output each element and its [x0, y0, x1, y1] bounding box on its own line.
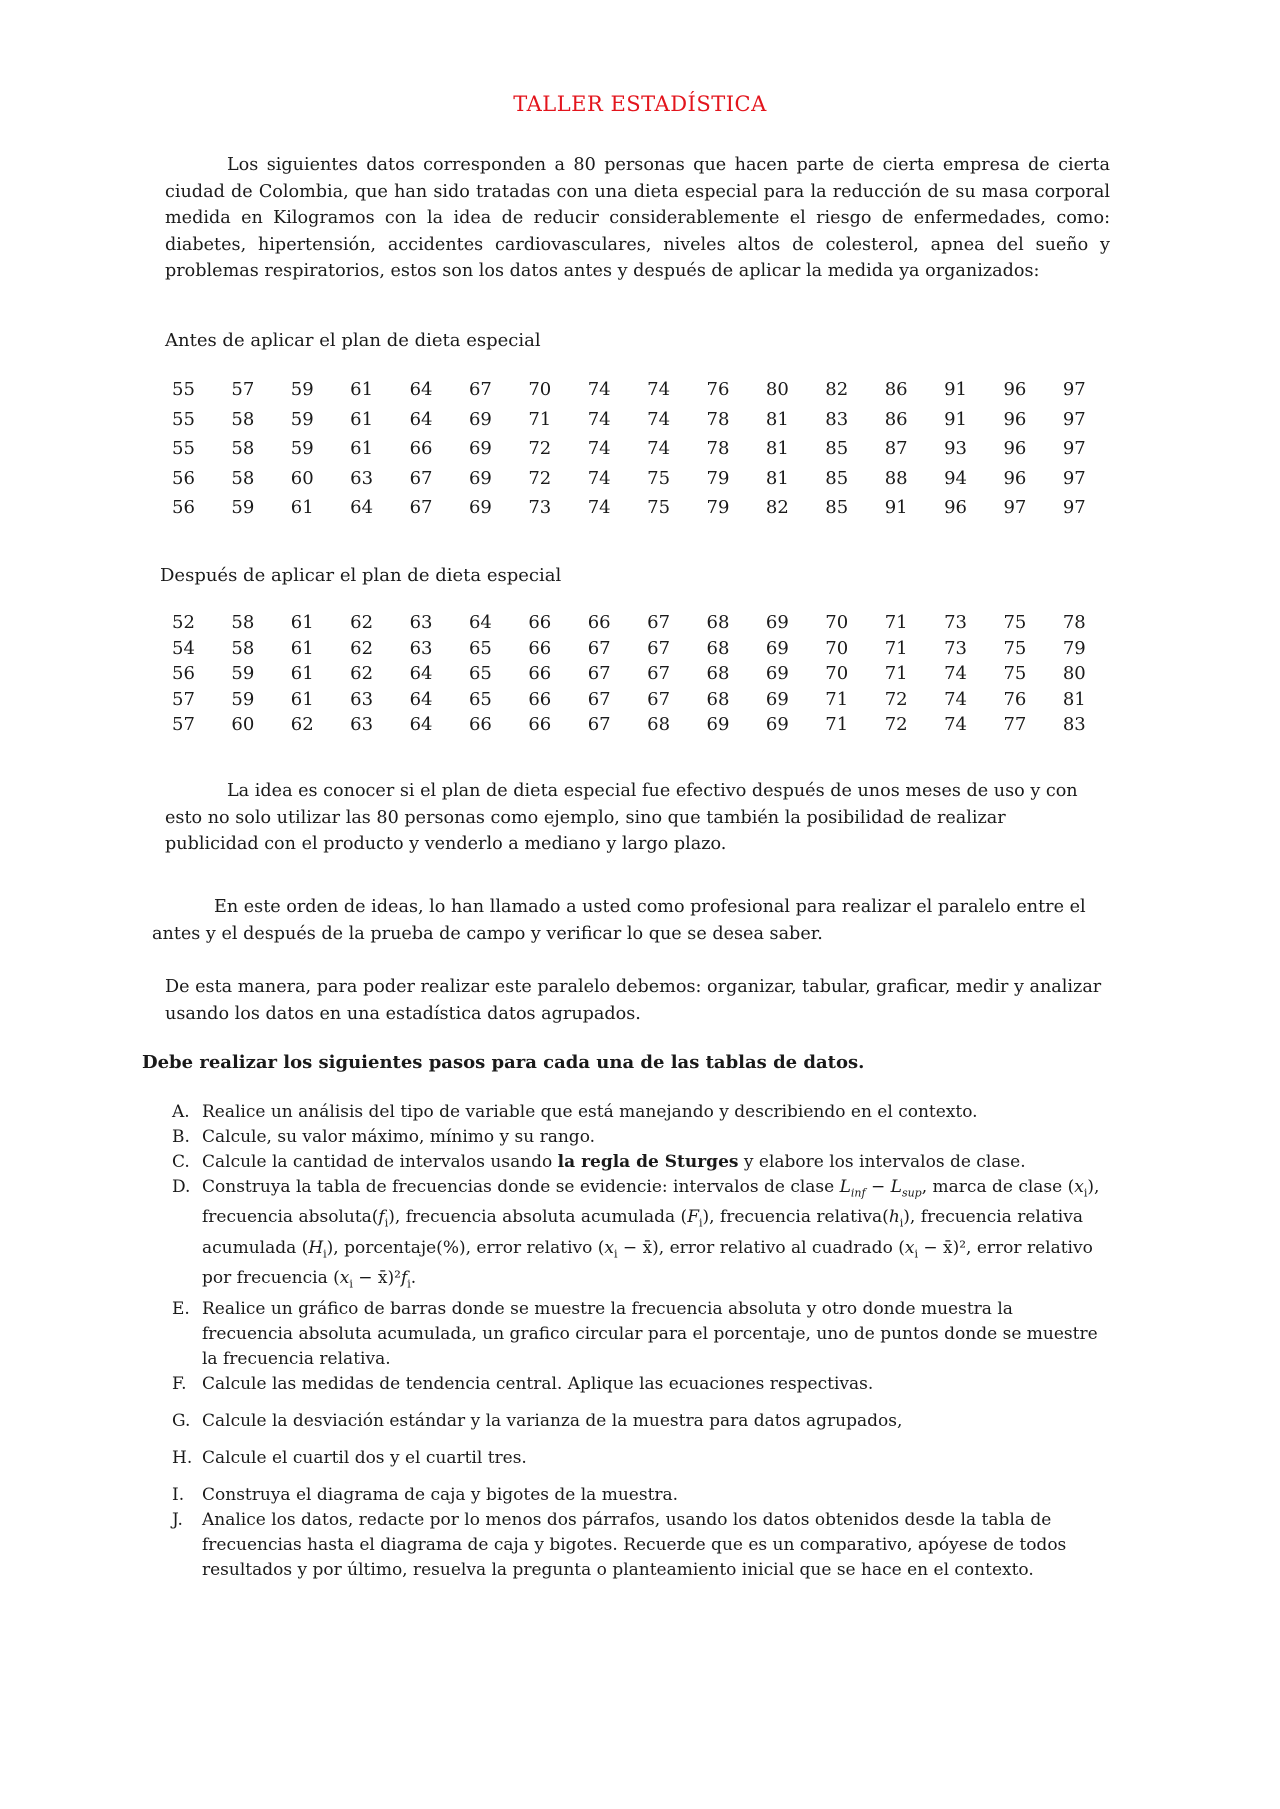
table-cell: 97 — [1062, 408, 1086, 430]
table-cell: 74 — [944, 714, 967, 736]
table-cell: 70 — [825, 663, 849, 685]
table-cell: 72 — [884, 688, 908, 710]
table-cell: 81 — [1062, 688, 1086, 710]
table-cell: 78 — [706, 438, 730, 460]
table-cell: 67 — [647, 688, 671, 710]
table-cell: 64 — [409, 688, 433, 710]
table-cell: 66 — [409, 438, 433, 460]
text-run: . — [410, 1268, 417, 1289]
table-cell: 66 — [528, 663, 552, 685]
table-cell: 74 — [587, 438, 611, 460]
table-cell: 96 — [1003, 408, 1027, 430]
before-label: Antes de aplicar el plan de dieta especial — [165, 330, 541, 351]
math-subscript — [851, 1186, 866, 1199]
step-letter: J. — [172, 1509, 183, 1530]
table-cell: 93 — [944, 438, 967, 460]
table-cell: 55 — [172, 379, 195, 401]
table-cell: 86 — [884, 408, 908, 430]
table-cell: 75 — [647, 497, 671, 519]
table-cell: 66 — [528, 612, 552, 634]
table-cell: 75 — [1003, 612, 1027, 634]
table-cell: 59 — [290, 379, 314, 401]
table-cell: 96 — [1003, 438, 1027, 460]
table-cell: 64 — [409, 379, 433, 401]
table-cell: 55 — [172, 408, 195, 430]
step-letter: I. — [172, 1484, 185, 1505]
table-cell: 79 — [706, 497, 730, 519]
table-cell: 67 — [587, 663, 611, 685]
step-text: Construya el diagrama de caja y bigotes de la muestra. — [202, 1484, 679, 1505]
table-cell: 78 — [1062, 612, 1086, 634]
step-letter: B. — [172, 1127, 190, 1147]
step-text: Analice los datos, redacte por lo menos dos párrafos, usando los datos obtenidos desde la tabla de frecuencias hasta el diagrama de caja y bigotes. Recuerde que es un comparativo, apóyese de todos resultados y por último, resuelva la pregunta o planteamiento inicial que se hace en el contexto. — [202, 1509, 1067, 1580]
method-paragraph: De esta manera, para poder realizar este paralelo debemos: organizar, tabular, graficar, medir y analizar usando los datos en una estadística datos agrupados. — [165, 977, 1102, 1024]
table-cell: 79 — [706, 467, 730, 489]
table-cell: 66 — [468, 714, 492, 736]
table-cell: 68 — [706, 637, 730, 659]
table-cell: 68 — [706, 663, 730, 685]
table-cell: 83 — [1062, 714, 1086, 736]
table-cell: 67 — [409, 467, 433, 489]
step-c — [172, 1150, 1107, 1175]
table-cell: 71 — [884, 637, 908, 659]
text-run: ), frecuencia relativa acumulada ( — [202, 1207, 1083, 1258]
table-cell: 64 — [409, 663, 433, 685]
table-cell: 61 — [350, 438, 374, 460]
table-cell: 67 — [647, 663, 671, 685]
table-cell: 68 — [706, 612, 730, 634]
table-cell: 66 — [587, 612, 611, 634]
table-cell: 82 — [765, 497, 789, 519]
table-cell: 59 — [290, 438, 314, 460]
table-cell: 75 — [1003, 663, 1027, 685]
table-cell: 69 — [765, 637, 789, 659]
table-cell: 81 — [765, 438, 789, 460]
steps-heading: Debe realizar los siguientes pasos para cada una de las tablas de datos. — [142, 1052, 865, 1073]
table-cell: 76 — [1003, 688, 1027, 710]
step-letter: G. — [172, 1410, 191, 1431]
table-cell: 79 — [1062, 637, 1086, 659]
table-cell: 67 — [647, 637, 671, 659]
table-cell: 68 — [706, 688, 730, 710]
table-cell: 52 — [172, 612, 195, 634]
table-cell: 61 — [350, 408, 374, 430]
table-cell: 73 — [944, 612, 967, 634]
table-cell: 58 — [231, 467, 255, 489]
table-cell: 97 — [1062, 379, 1086, 401]
after-data-table — [172, 610, 1122, 738]
table-row — [172, 712, 1122, 738]
table-cell: 94 — [944, 467, 967, 489]
step-text — [202, 1150, 1107, 1175]
step-text — [202, 1175, 1107, 1297]
table-row — [172, 610, 1122, 636]
text-run: , marca de clase ( — [921, 1177, 1075, 1197]
table-row — [172, 434, 1122, 464]
step-letter: D. — [172, 1177, 191, 1197]
table-cell: 58 — [231, 612, 255, 634]
table-cell: 56 — [172, 467, 195, 489]
table-cell: 85 — [825, 497, 849, 519]
table-cell: 62 — [350, 663, 374, 685]
step-j — [172, 1508, 1107, 1583]
professional-paragraph: En este orden de ideas, lo han llamado a usted como profesional para realizar el paralelo entre el antes y el después de la prueba de campo y verificar lo que se desea saber. — [152, 897, 1086, 944]
table-cell: 96 — [1003, 467, 1027, 489]
table-cell: 77 — [1003, 714, 1027, 736]
math-symbol: inf — [850, 1186, 866, 1200]
text-run: Construya la tabla de frecuencias donde se evidencie: intervalos de clase — [202, 1177, 840, 1197]
table-cell: 63 — [350, 714, 374, 736]
page-title: TALLER ESTADÍSTICA — [513, 92, 767, 116]
table-cell: 85 — [825, 438, 849, 460]
intro-paragraph: Los siguientes datos corresponden a 80 personas que hacen parte de cierta empresa de cierta ciudad de Colombia, que han sido tratadas con una dieta especial para la reducción de su masa corporal medida en Kilogramos con la idea de reducir considerablemente el riesgo de enfermedades, como: diabetes, hipertensión, accidentes cardiovasculares, niveles altos de colesterol, apnea del sueño y problemas respiratorios, estos son los datos antes y después de aplicar la medida ya organizados: — [165, 155, 1110, 281]
table-cell: 72 — [884, 714, 908, 736]
table-cell: 69 — [765, 612, 789, 634]
table-row — [172, 493, 1122, 523]
table-row — [172, 687, 1122, 713]
table-cell: 67 — [587, 688, 611, 710]
math-symbol: h — [888, 1207, 900, 1228]
table-cell: 74 — [587, 497, 611, 519]
table-cell: 63 — [350, 688, 374, 710]
step-g — [172, 1409, 1107, 1434]
step-c-text-post: y elabore los intervalos de clase. — [738, 1152, 1026, 1172]
table-cell: 73 — [944, 637, 967, 659]
math-symbol: x — [604, 1237, 614, 1258]
table-cell: 55 — [172, 438, 195, 460]
math-symbol: f — [400, 1268, 408, 1289]
table-cell: 69 — [468, 438, 492, 460]
math-subscript: i — [698, 1216, 703, 1230]
table-cell: 91 — [884, 497, 908, 519]
table-row — [172, 636, 1122, 662]
table-cell: 63 — [350, 467, 374, 489]
step-text: Calcule las medidas de tendencia central. Aplique las ecuaciones respectivas. — [202, 1373, 874, 1394]
step-d — [172, 1175, 1107, 1297]
text-run: − — [865, 1177, 891, 1197]
step-letter: A. — [172, 1102, 190, 1122]
table-cell: 56 — [172, 663, 195, 685]
table-cell: 65 — [468, 688, 492, 710]
text-run: ), frecuencia absoluta acumulada ( — [388, 1207, 688, 1228]
table-row — [172, 661, 1122, 687]
math-subscript: i — [323, 1247, 327, 1261]
math-subscript: i — [349, 1277, 353, 1291]
table-cell: 69 — [468, 497, 492, 519]
table-cell: 61 — [290, 612, 314, 634]
table-cell: 60 — [290, 467, 314, 489]
table-cell: 58 — [231, 637, 255, 659]
table-cell: 97 — [1062, 497, 1086, 519]
table-cell: 68 — [647, 714, 671, 736]
table-cell: 58 — [231, 408, 255, 430]
step-letter: H. — [172, 1447, 193, 1468]
table-cell: 71 — [825, 688, 849, 710]
table-cell: 71 — [825, 714, 849, 736]
table-cell: 97 — [1062, 467, 1086, 489]
table-cell: 69 — [765, 663, 789, 685]
table-row — [172, 375, 1122, 405]
step-a — [172, 1100, 1107, 1125]
sturges-rule: la regla de Sturges — [557, 1152, 739, 1172]
step-text: Calcule la desviación estándar y la varianza de la muestra para datos agrupados, — [202, 1410, 903, 1431]
math-subscript: i — [899, 1216, 904, 1230]
table-cell: 57 — [231, 379, 255, 401]
table-row — [172, 405, 1122, 435]
text-run: ), frecuencia relativa( — [702, 1207, 889, 1228]
table-cell: 72 — [528, 438, 552, 460]
table-cell: 88 — [884, 467, 908, 489]
table-cell: 72 — [528, 467, 552, 489]
step-c-text-pre: Calcule la cantidad de intervalos usando — [202, 1152, 558, 1172]
text-run: ), frecuencia absoluta( — [202, 1177, 1100, 1228]
table-cell: 75 — [1003, 637, 1027, 659]
table-cell: 57 — [172, 714, 195, 736]
table-cell: 85 — [825, 467, 849, 489]
text-run: − x̄)², error relativo por frecuencia ( — [202, 1237, 1093, 1289]
table-cell: 97 — [1003, 497, 1027, 519]
table-cell: 64 — [350, 497, 374, 519]
table-cell: 97 — [1062, 438, 1086, 460]
table-cell: 57 — [172, 688, 195, 710]
math-symbol: F — [687, 1207, 699, 1228]
math-subscript — [902, 1186, 922, 1199]
table-cell: 96 — [944, 497, 967, 519]
table-cell: 69 — [468, 467, 492, 489]
table-cell: 69 — [706, 714, 730, 736]
table-cell: 74 — [647, 408, 671, 430]
table-cell: 83 — [825, 408, 849, 430]
table-cell: 61 — [290, 497, 314, 519]
after-label: Después de aplicar el plan de dieta especial — [160, 565, 562, 586]
step-text: Calcule, su valor máximo, mínimo y su rango. — [202, 1127, 596, 1147]
table-cell: 91 — [944, 408, 967, 430]
step-text: Realice un gráfico de barras donde se muestre la frecuencia absoluta y otro donde muestra la frecuencia absoluta acumulada, un grafico circular para el porcentaje, uno de puntos donde se muestre la frecuencia relativa. — [202, 1298, 1098, 1369]
table-cell: 69 — [468, 408, 492, 430]
table-cell: 62 — [350, 637, 374, 659]
math-subscript: i — [1083, 1186, 1088, 1200]
table-cell: 81 — [765, 408, 789, 430]
math-symbol: x — [339, 1268, 350, 1289]
table-cell: 87 — [884, 438, 908, 460]
table-cell: 74 — [587, 467, 611, 489]
table-cell: 66 — [528, 714, 552, 736]
table-cell: 81 — [765, 467, 789, 489]
table-cell: 80 — [1062, 663, 1086, 685]
table-cell: 67 — [647, 612, 671, 634]
steps-list — [172, 1100, 1107, 1583]
text-run: − x̄)² — [352, 1268, 401, 1289]
table-cell: 58 — [231, 438, 255, 460]
table-cell: 74 — [647, 379, 671, 401]
step-letter: C. — [172, 1152, 190, 1172]
table-cell: 59 — [231, 688, 255, 710]
step-b — [172, 1125, 1107, 1150]
table-cell: 59 — [231, 497, 255, 519]
table-cell: 69 — [765, 688, 789, 710]
table-cell: 63 — [409, 612, 433, 634]
table-cell: 67 — [409, 497, 433, 519]
table-cell: 56 — [172, 497, 195, 519]
table-cell: 74 — [587, 379, 611, 401]
table-cell: 70 — [825, 612, 849, 634]
table-cell: 69 — [765, 714, 789, 736]
table-cell: 67 — [468, 379, 492, 401]
table-cell: 71 — [884, 612, 908, 634]
math-symbol: L — [890, 1177, 902, 1197]
step-h — [172, 1446, 1107, 1471]
math-symbol: H — [308, 1237, 324, 1258]
table-cell: 60 — [231, 714, 255, 736]
table-cell: 54 — [172, 637, 195, 659]
math-subscript: i — [384, 1216, 389, 1230]
step-i — [172, 1483, 1107, 1508]
step-f — [172, 1372, 1107, 1397]
table-cell: 86 — [884, 379, 908, 401]
table-cell: 61 — [290, 637, 314, 659]
table-row — [172, 464, 1122, 494]
step-letter: F. — [172, 1373, 187, 1394]
table-cell: 71 — [884, 663, 908, 685]
table-cell: 67 — [587, 637, 611, 659]
table-cell: 63 — [409, 637, 433, 659]
table-cell: 70 — [528, 379, 552, 401]
table-cell: 64 — [409, 714, 433, 736]
table-cell: 61 — [290, 688, 314, 710]
context-paragraph: La idea es conocer si el plan de dieta especial fue efectivo después de unos meses de uso y con esto no solo utilizar las 80 personas como ejemplo, sino que también la posibilidad de realizar publicidad con el producto y venderlo a mediano y largo plazo. — [165, 781, 1078, 854]
table-cell: 96 — [1003, 379, 1027, 401]
table-cell: 61 — [350, 379, 374, 401]
table-cell: 78 — [706, 408, 730, 430]
table-cell: 59 — [290, 408, 314, 430]
table-cell: 65 — [468, 663, 492, 685]
table-cell: 74 — [647, 438, 671, 460]
table-cell: 67 — [587, 714, 611, 736]
table-cell: 62 — [350, 612, 374, 634]
table-cell: 62 — [290, 714, 314, 736]
math-symbol: L — [839, 1177, 851, 1197]
table-cell: 74 — [587, 408, 611, 430]
table-cell: 59 — [231, 663, 255, 685]
step-e — [172, 1297, 1107, 1372]
table-cell: 76 — [706, 379, 730, 401]
table-cell: 74 — [944, 688, 967, 710]
table-cell: 66 — [528, 637, 552, 659]
text-run: ), porcentaje(%), error relativo ( — [326, 1237, 605, 1258]
math-symbol: f — [378, 1207, 385, 1228]
table-cell: 82 — [825, 379, 849, 401]
before-data-table — [172, 375, 1122, 523]
table-cell: 64 — [468, 612, 492, 634]
math-subscript: i — [914, 1247, 918, 1261]
table-cell: 70 — [825, 637, 849, 659]
math-subscript: i — [407, 1277, 411, 1291]
table-cell: 74 — [944, 663, 967, 685]
table-cell: 66 — [528, 688, 552, 710]
table-cell: 64 — [409, 408, 433, 430]
math-symbol: sup — [901, 1186, 922, 1200]
table-cell: 75 — [647, 467, 671, 489]
math-symbol: x — [1074, 1177, 1084, 1197]
table-cell: 80 — [765, 379, 789, 401]
table-cell: 73 — [528, 497, 552, 519]
math-symbol: x — [904, 1237, 915, 1258]
table-cell: 71 — [528, 408, 552, 430]
table-cell: 91 — [944, 379, 967, 401]
step-letter: E. — [172, 1298, 190, 1319]
table-cell: 65 — [468, 637, 492, 659]
table-cell: 61 — [290, 663, 314, 685]
step-text: Calcule el cuartil dos y el cuartil tres. — [202, 1447, 527, 1468]
step-text: Realice un análisis del tipo de variable que está manejando y describiendo en el contexto. — [202, 1102, 978, 1122]
math-subscript: i — [614, 1247, 618, 1261]
text-run: − x̄), error relativo al cuadrado ( — [617, 1237, 905, 1258]
